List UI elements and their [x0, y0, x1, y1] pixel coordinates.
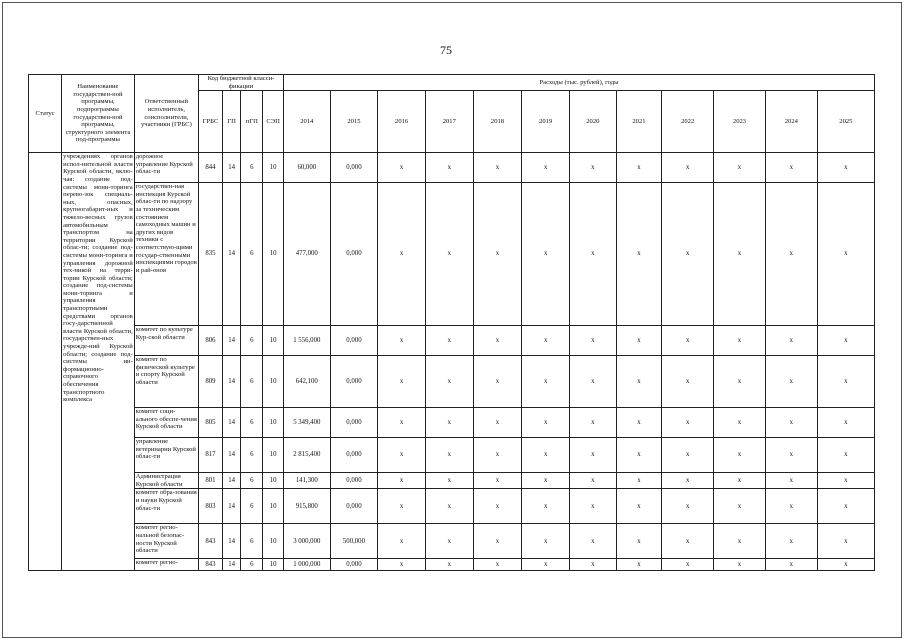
expense-year-cell: x: [570, 326, 617, 356]
expense-year-cell: x: [522, 408, 570, 438]
expense-year-cell: x: [425, 489, 473, 524]
expense-year-cell: x: [378, 473, 426, 489]
expense-2014-cell: 477,000: [283, 183, 330, 326]
status-cell: [29, 153, 62, 571]
expense-year-cell: x: [817, 473, 874, 489]
expense-year-cell: x: [473, 489, 522, 524]
expense-year-cell: x: [522, 153, 570, 183]
expense-2015-cell: 500,000: [330, 524, 378, 559]
expense-year-cell: x: [378, 489, 426, 524]
expense-year-cell: x: [378, 438, 426, 473]
expense-year-cell: x: [714, 153, 766, 183]
expense-year-cell: x: [817, 559, 874, 571]
expense-year-cell: x: [714, 183, 766, 326]
table-row: [29, 153, 875, 183]
header-code-sep: СЭП: [263, 91, 284, 153]
expense-year-cell: x: [765, 473, 817, 489]
table-row: [29, 326, 875, 356]
expense-year-cell: x: [714, 356, 766, 408]
expense-year-cell: x: [425, 183, 473, 326]
sep-cell: 10: [263, 183, 284, 326]
expense-year-cell: x: [425, 559, 473, 571]
header-code-pgp: пГП: [241, 91, 263, 153]
expense-year-cell: x: [473, 438, 522, 473]
executor-cell: государствен-ная инспекция Курской облас-ти по надзору за техническим состоянием самоходных машин и других видов техники с соответствую-щими государ-ственными инспекциями городов и рай-онов: [134, 183, 198, 326]
budget-table: [28, 74, 875, 571]
header-year: 2019: [522, 91, 570, 153]
table-row: [29, 438, 875, 473]
expense-year-cell: x: [714, 473, 766, 489]
expense-year-cell: x: [616, 473, 662, 489]
expense-year-cell: x: [522, 356, 570, 408]
pgp-cell: 6: [241, 473, 263, 489]
expense-year-cell: x: [378, 524, 426, 559]
expense-year-cell: x: [570, 153, 617, 183]
grbs-cell: 843: [199, 524, 223, 559]
executor-cell: комитет соци-ального обеспе-чения Курской области: [134, 408, 198, 438]
header-code-grbs: ГРБС: [199, 91, 223, 153]
expense-year-cell: x: [714, 438, 766, 473]
gp-cell: 14: [222, 473, 241, 489]
gp-cell: 14: [222, 326, 241, 356]
expense-2015-cell: 0,000: [330, 408, 378, 438]
header-year: 2020: [570, 91, 617, 153]
expense-2014-cell: 642,100: [283, 356, 330, 408]
expense-year-cell: x: [662, 408, 714, 438]
executor-cell: Администрация Курской области: [134, 473, 198, 489]
gp-cell: 14: [222, 559, 241, 571]
expense-year-cell: x: [714, 326, 766, 356]
pgp-cell: 6: [241, 524, 263, 559]
executor-cell: управление ветеринарии Курской облас-ти: [134, 438, 198, 473]
expense-year-cell: x: [765, 489, 817, 524]
sep-cell: 10: [263, 524, 284, 559]
expense-year-cell: x: [714, 489, 766, 524]
table-row: [29, 356, 875, 408]
grbs-cell: 844: [199, 153, 223, 183]
grbs-cell: 843: [199, 559, 223, 571]
page-border-right: [901, 2, 902, 638]
expense-year-cell: x: [616, 438, 662, 473]
header-year: 2016: [378, 91, 426, 153]
expense-year-cell: x: [378, 356, 426, 408]
header-budget-code: Код бюджетной класси-фикации: [199, 75, 284, 91]
expense-year-cell: x: [817, 153, 874, 183]
expense-year-cell: x: [662, 524, 714, 559]
expense-year-cell: x: [765, 183, 817, 326]
gp-cell: 14: [222, 438, 241, 473]
grbs-cell: 817: [199, 438, 223, 473]
expense-2014-cell: 1 000,000: [283, 559, 330, 571]
header-executor: Ответственный исполнитель, соисполнители, участники (ГРБС): [134, 75, 198, 153]
gp-cell: 14: [222, 153, 241, 183]
expense-year-cell: x: [570, 183, 617, 326]
expense-year-cell: x: [662, 153, 714, 183]
expense-2015-cell: 0,000: [330, 356, 378, 408]
expense-year-cell: x: [522, 489, 570, 524]
header-name: Наименование государствен-ной программы, подпрограммы государствен-ной программы, структурного элемента под-программы: [62, 75, 135, 153]
expense-2014-cell: 3 000,000: [283, 524, 330, 559]
expense-year-cell: x: [616, 356, 662, 408]
expense-year-cell: x: [765, 524, 817, 559]
page-border-left: [2, 2, 3, 638]
expense-year-cell: x: [616, 559, 662, 571]
pgp-cell: 6: [241, 559, 263, 571]
gp-cell: 14: [222, 524, 241, 559]
expense-year-cell: x: [378, 326, 426, 356]
expense-year-cell: x: [522, 183, 570, 326]
table-row: [29, 408, 875, 438]
expense-year-cell: x: [473, 153, 522, 183]
header-status: Статус: [29, 75, 62, 153]
expense-year-cell: x: [425, 153, 473, 183]
gp-cell: 14: [222, 408, 241, 438]
expense-year-cell: x: [817, 524, 874, 559]
expense-2014-cell: 915,800: [283, 489, 330, 524]
expense-year-cell: x: [522, 326, 570, 356]
program-name-cell: учреждениях органов испол-нительной власти Курской области, вклю-чая: создание под-системы мони-торинга перево-зок специаль-ных, опасных, крупногабарит-ных и тяжело-весных грузов автомобильным транспортом на территории Курской облас-ти; создание под-системы мони-торинга и управления дорожной тех-никой на терри-тории Курской области; создание под-системы мони-торинга и управления транспортными средствами органов госу-дарственной власти Курской области, государствен-ных учрежде-ний Курской области; создание под-системы ин-формационно-справочного обеспечения транспортного комплекса: [62, 153, 135, 571]
expense-year-cell: x: [522, 559, 570, 571]
expense-year-cell: x: [765, 356, 817, 408]
pgp-cell: 6: [241, 408, 263, 438]
table-row: [29, 559, 875, 571]
expense-year-cell: x: [473, 473, 522, 489]
expense-year-cell: x: [662, 438, 714, 473]
expense-year-cell: x: [570, 408, 617, 438]
gp-cell: 14: [222, 489, 241, 524]
header-year: 2015: [330, 91, 378, 153]
expense-year-cell: x: [378, 183, 426, 326]
expense-year-cell: x: [425, 438, 473, 473]
table-row: [29, 489, 875, 524]
expense-year-cell: x: [378, 559, 426, 571]
expense-year-cell: x: [570, 559, 617, 571]
expense-2015-cell: 0,000: [330, 473, 378, 489]
expense-year-cell: x: [714, 524, 766, 559]
header-year: 2023: [714, 91, 766, 153]
expense-2014-cell: 60,000: [283, 153, 330, 183]
expense-year-cell: x: [817, 356, 874, 408]
expense-year-cell: x: [662, 326, 714, 356]
expense-year-cell: x: [662, 356, 714, 408]
executor-cell: комитет по культуре Кур-ской области: [134, 326, 198, 356]
expense-year-cell: x: [662, 183, 714, 326]
grbs-cell: 801: [199, 473, 223, 489]
expense-year-cell: x: [570, 524, 617, 559]
expense-year-cell: x: [662, 473, 714, 489]
executor-cell: дорожное управление Курской облас-ти: [134, 153, 198, 183]
expense-year-cell: x: [714, 559, 766, 571]
table-row: [29, 183, 875, 326]
expense-year-cell: x: [765, 326, 817, 356]
expense-year-cell: x: [616, 153, 662, 183]
table-row: [29, 524, 875, 559]
gp-cell: 14: [222, 183, 241, 326]
expense-year-cell: x: [765, 408, 817, 438]
sep-cell: 10: [263, 356, 284, 408]
executor-cell: комитет регио-: [134, 559, 198, 571]
pgp-cell: 6: [241, 183, 263, 326]
pgp-cell: 6: [241, 438, 263, 473]
expense-year-cell: x: [817, 326, 874, 356]
expense-year-cell: x: [473, 559, 522, 571]
expense-year-cell: x: [616, 489, 662, 524]
header-code-gp: ГП: [222, 91, 241, 153]
expense-2014-cell: 141,300: [283, 473, 330, 489]
expense-2014-cell: 2 815,400: [283, 438, 330, 473]
grbs-cell: 835: [199, 183, 223, 326]
expense-year-cell: x: [570, 489, 617, 524]
sep-cell: 10: [263, 438, 284, 473]
header-year: 2025: [817, 91, 874, 153]
pgp-cell: 6: [241, 489, 263, 524]
expense-year-cell: x: [817, 438, 874, 473]
expense-year-cell: x: [425, 408, 473, 438]
sep-cell: 10: [263, 153, 284, 183]
expense-year-cell: x: [616, 183, 662, 326]
table-row: [29, 473, 875, 489]
header-expenses: Расходы (тыс. рублей), годы: [283, 75, 874, 91]
expense-year-cell: x: [570, 438, 617, 473]
sep-cell: 10: [263, 559, 284, 571]
pgp-cell: 6: [241, 356, 263, 408]
expense-year-cell: x: [378, 153, 426, 183]
pgp-cell: 6: [241, 326, 263, 356]
expense-year-cell: x: [616, 326, 662, 356]
expense-year-cell: x: [473, 356, 522, 408]
page-border-top: [2, 2, 902, 3]
expense-year-cell: x: [425, 524, 473, 559]
sep-cell: 10: [263, 489, 284, 524]
expense-year-cell: x: [662, 489, 714, 524]
executor-cell: комитет регио-нальной безопас-ности Курской области: [134, 524, 198, 559]
executor-cell: комитет обра-зования и науки Курской облас-ти: [134, 489, 198, 524]
expense-year-cell: x: [616, 524, 662, 559]
expense-year-cell: x: [765, 559, 817, 571]
header-year: 2017: [425, 91, 473, 153]
grbs-cell: 803: [199, 489, 223, 524]
expense-year-cell: x: [425, 473, 473, 489]
expense-year-cell: x: [817, 183, 874, 326]
expense-year-cell: x: [522, 438, 570, 473]
header-year: 2018: [473, 91, 522, 153]
gp-cell: 14: [222, 356, 241, 408]
header-year: 2022: [662, 91, 714, 153]
expense-year-cell: x: [473, 326, 522, 356]
expense-year-cell: x: [817, 408, 874, 438]
expense-year-cell: x: [378, 408, 426, 438]
header-year: 2014: [283, 91, 330, 153]
expense-year-cell: x: [425, 326, 473, 356]
expense-2015-cell: 0,000: [330, 326, 378, 356]
page-border-bottom: [2, 637, 902, 638]
grbs-cell: 806: [199, 326, 223, 356]
sep-cell: 10: [263, 408, 284, 438]
expense-year-cell: x: [616, 408, 662, 438]
expense-year-cell: x: [570, 356, 617, 408]
expense-2015-cell: 0,000: [330, 438, 378, 473]
expense-2014-cell: 5 349,400: [283, 408, 330, 438]
expense-year-cell: x: [765, 438, 817, 473]
expense-year-cell: x: [765, 153, 817, 183]
header-year: 2024: [765, 91, 817, 153]
expense-2014-cell: 1 556,000: [283, 326, 330, 356]
expense-year-cell: x: [570, 473, 617, 489]
expense-2015-cell: 0,000: [330, 559, 378, 571]
expense-2015-cell: 0,000: [330, 183, 378, 326]
pgp-cell: 6: [241, 153, 263, 183]
expense-2015-cell: 0,000: [330, 489, 378, 524]
sep-cell: 10: [263, 473, 284, 489]
header-year: 2021: [616, 91, 662, 153]
expense-year-cell: x: [522, 473, 570, 489]
expense-year-cell: x: [473, 183, 522, 326]
expense-year-cell: x: [522, 524, 570, 559]
expense-2015-cell: 0,000: [330, 153, 378, 183]
expense-year-cell: x: [662, 559, 714, 571]
page-number: 75: [440, 43, 452, 57]
expense-year-cell: x: [714, 408, 766, 438]
expense-year-cell: x: [425, 356, 473, 408]
expense-year-cell: x: [473, 524, 522, 559]
sep-cell: 10: [263, 326, 284, 356]
expense-year-cell: x: [473, 408, 522, 438]
executor-cell: комитет по физической культуре и спорту Курской области: [134, 356, 198, 408]
grbs-cell: 809: [199, 356, 223, 408]
expense-year-cell: x: [817, 489, 874, 524]
grbs-cell: 805: [199, 408, 223, 438]
